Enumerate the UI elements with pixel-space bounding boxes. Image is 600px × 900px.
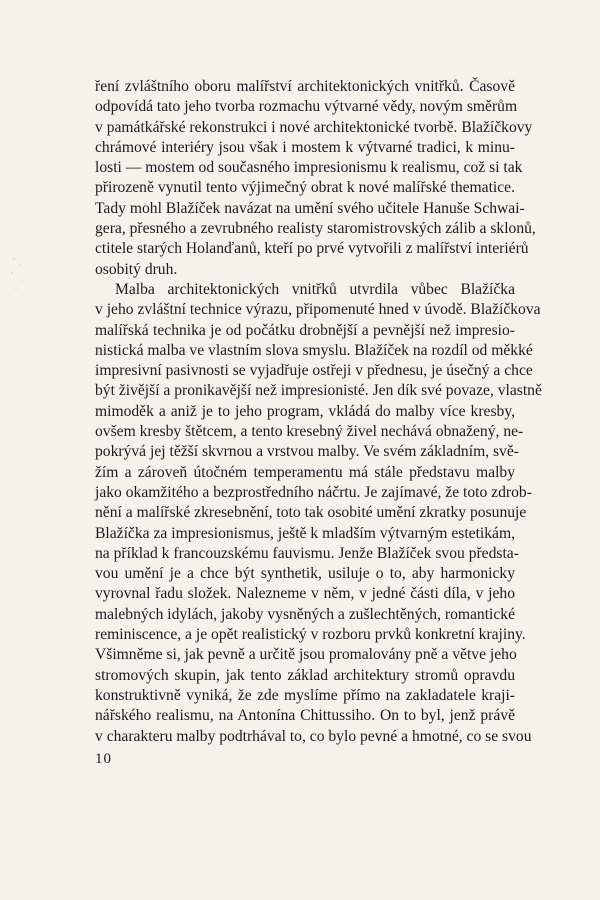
text-line: gera, přesného a zevrubného realisty staromistrovských zálib a sklonů, [95,220,536,238]
text-line: losti — mostem od současného impresionismu k realismu, což si tak [95,159,523,177]
text-line: Blažíčka za impresionismus, ještě k mladším výtvarným estetikám, [95,524,515,542]
text-line: být živější a pronikavější než impresionisté. Jen dík své povaze, vlastně [95,382,542,400]
text-line: vou umění je a chce být synthetik, usiluje o to, aby harmonicky [95,565,515,583]
text-line: jako okamžitého a bezprostředního náčrtu. Je zajímavé, že toto zdrob- [95,483,532,501]
text-line: Malba architektonických vnitřků utvrdila vůbec Blažíčka [115,280,515,298]
text-line: odpovídá tato jeho tvorba rozmachu výtvarné vědy, novým směrům [95,98,518,116]
page-number: 10 [95,751,112,767]
text-line: ovšem kresby štětcem, a tento kresebný živel nechává obnažený, ne- [95,423,524,441]
text-line: reminiscence, a je opět realistický v rozboru prvků konkretní krajiny. [95,626,526,644]
body-text [95,77,542,747]
text-line: Všimněme si, jak pevně a určitě jsou promalovány pně a větve jeho [95,646,517,664]
text-line: v památkářské rekonstrukci i nové architektonické tvorbě. Blažíčkovy [95,118,533,136]
text-line: v jeho zvláštní technice výrazu, připomenuté hned v úvodě. Blažíčkova [95,301,541,319]
paragraph [95,280,542,747]
text-line: na příklad k francouzskému fauvismu. Jenže Blažíček svou předsta- [95,544,519,562]
text-line: nění a malířské zkresebnění, toto tak osobité umění zkratky posunuje [95,504,527,522]
text-line: nářského realismu, na Antonína Chittussiho. On to byl, jenž právě [95,707,515,725]
text-line: přirozeně vynutil tento výjimečný obrat k nové malířské thematice. [95,179,515,197]
text-line: konstruktivně vyniká, že zde myslíme přímo na zakladatele kraji- [95,686,515,704]
text-line: ctitele starých Holanďanů, kteří po prvé vytvořili z malířství interiérů [95,240,529,258]
text-line: osobitý druh. [95,260,178,278]
text-line: žím a zároveň útočném temperamentu má stále představu malby [95,463,515,481]
text-line: nistická malba ve vlastním slova smyslu. Blažíček na rozdíl od měkké [95,341,533,359]
text-line: chrámové interiéry jsou však i mostem k výtvarné tradici, k minu- [95,138,515,156]
text-line: mimoděk a aniž je to jeho program, vkládá do malby více kresby, [95,402,515,420]
text-line: malebných idylách, jakoby vysněných a zušlechtěných, romantické [95,605,516,623]
text-line: malířská technika je od počátku drobnější a pevnější než impresio- [95,321,515,339]
text-line: v charakteru malby podtrhával to, co bylo pevné a hmotné, co se svou [95,727,532,745]
text-line: Tady mohl Blažíček navázat na umění svého učitele Hanuše Schwai- [95,199,525,217]
text-line: stromových skupin, jak tento základ architektury stromů opravdu [95,666,515,684]
text-line: ření zvláštního oboru malířství architektonických vnitřků. Časově [95,78,515,95]
paragraph [95,77,536,280]
text-line: pokrývá jej těžší skvrnou a vrstvou malby. Ve svém základním, svě- [95,443,519,461]
paper-specks [8,255,28,295]
text-line: impresivní pasivnosti se vyjadřuje ostřeji v přednesu, je úsečný a chce [95,362,533,380]
text-line: vyrovnal řadu složek. Nalezneme v něm, v jedné části díla, v jeho [95,585,515,603]
